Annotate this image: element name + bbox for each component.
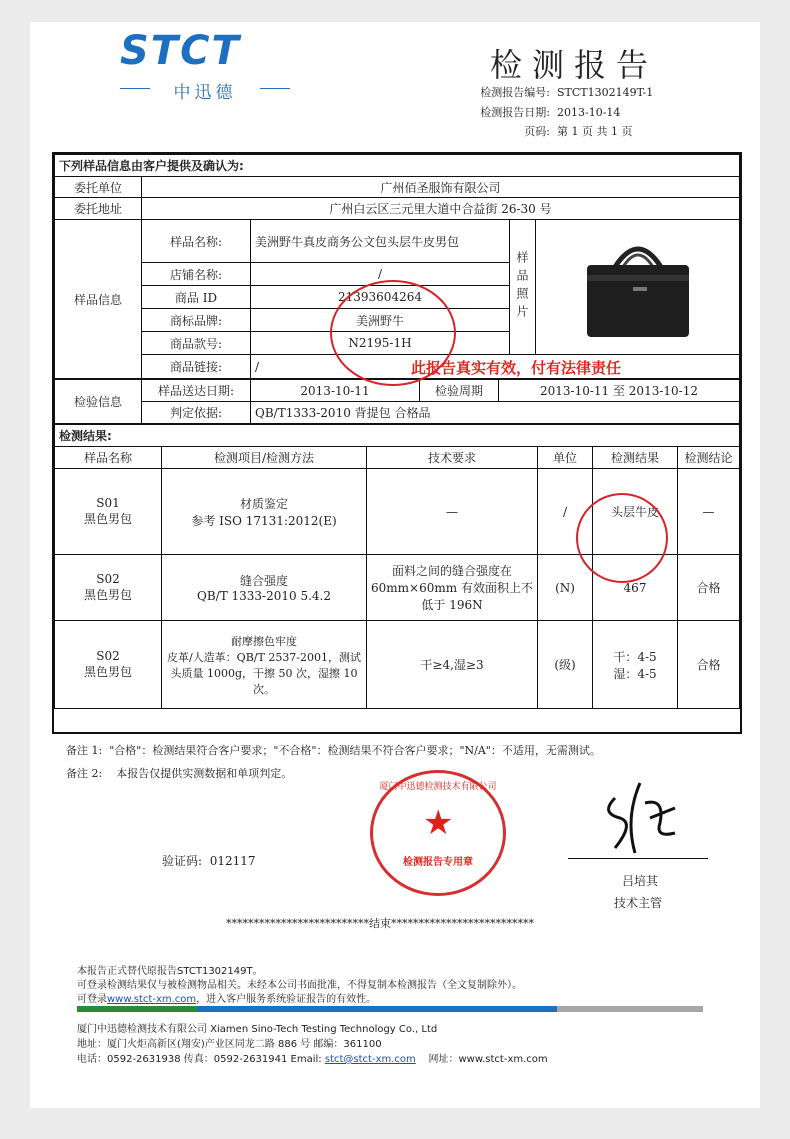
note-1: 备注 1: "合格"：检测结果符合客户要求；"不合格"：检测结果不符合客户要求；"N/A"：不适用，无需测试。 [66, 744, 601, 757]
shop-value: / [251, 263, 510, 286]
verification-code: 验证码: 012117 [162, 854, 256, 868]
row-sample: S02 黑色男包 [55, 555, 162, 621]
period-value: 2013-10-11 至 2013-10-12 [499, 380, 740, 402]
results-header: 检测结果 [593, 447, 678, 469]
address-value: 广州白云区三元里大道中合益街 26-30 号 [142, 198, 740, 220]
handwritten-signature [595, 778, 685, 858]
signer-role: 技术主管 [614, 896, 663, 910]
delivery-value: 2013-10-11 [251, 380, 420, 402]
client-label: 委托单位 [55, 177, 142, 198]
row-conclusion: 合格 [678, 621, 740, 709]
note-2: 备注 2: 本报告仅提供实测数据和单项判定。 [66, 767, 293, 780]
basis-label: 判定依据: [142, 402, 251, 424]
end-marker: **************************结束************************** [226, 917, 534, 930]
sample-photo-label: 样品照片 [510, 220, 536, 355]
delivery-label: 样品送达日期: [142, 380, 251, 402]
footer-address: 地址：厦门火炬高新区(翔安)产业区同龙二路 886 号 邮编：361100 [77, 1039, 382, 1050]
report-number-row: 检测报告编号: STCT1302149T-1 [480, 86, 654, 99]
row-result: 467 [593, 555, 678, 621]
model-value: N2195-1H [251, 332, 510, 355]
company-logo-sub: 中迅德 [120, 78, 290, 103]
footer-company: 厦门中迅德检测技术有限公司 Xiamen Sino-Tech Testing Technology Co., Ltd [77, 1024, 438, 1035]
link-label: 商品链接: [142, 355, 251, 379]
sample-info-intro: 下列样品信息由客户提供及确认为: [55, 155, 740, 177]
address-label: 委托地址 [55, 198, 142, 220]
brand-label: 商标品牌: [142, 309, 251, 332]
basis-value: QB/T1333-2010 背提包 合格品 [251, 402, 740, 424]
highlight-circle-result [576, 493, 668, 583]
results-header: 技术要求 [367, 447, 538, 469]
company-logo: STCT [120, 28, 241, 74]
footer-bar-green [77, 1006, 197, 1012]
row-requirement: 面料之间的缝合强度在60mm×60mm 有效面积上不低于 196N [367, 555, 538, 621]
inspection-group-label: 检验信息 [55, 380, 142, 424]
email-link[interactable]: stct@stct-xm.com [324, 1054, 416, 1065]
sample-name-label: 样品名称: [142, 220, 251, 263]
briefcase-photo-icon [563, 227, 713, 345]
results-title: 检测结果: [55, 425, 740, 447]
table-row [55, 621, 740, 709]
product-id-value: 21393604264 [251, 286, 510, 309]
report-page-row: 页码: 第 1 页 共 1 页 [524, 125, 633, 138]
row-unit: (N) [538, 555, 593, 621]
sample-photo [536, 220, 740, 355]
seal-company-text: 厦门中迅德检测技术有限公司 [379, 782, 497, 792]
footer-line-3: 可登录www.stct-xm.com，进入客户服务系统验证报告的有效性。 [77, 994, 377, 1005]
company-seal [370, 770, 506, 896]
highlight-circle-info [330, 280, 456, 386]
row-requirement: 干≥4,湿≥3 [367, 621, 538, 709]
row-item: 缝合强度 QB/T 1333-2010 5.4.2 [162, 555, 367, 621]
footer-bar-gray [557, 1006, 703, 1012]
sample-group-label: 样品信息 [55, 220, 142, 379]
brand-value: 美洲野牛 [251, 309, 510, 332]
footer-line-2: 可登录检测结果仅与被检测物品相关。未经本公司书面批准，不得复制本检测报告（全文复制除外）。 [77, 980, 522, 991]
shop-label: 店铺名称: [142, 263, 251, 286]
row-unit: (级) [538, 621, 593, 709]
seal-star-icon: ★ [423, 803, 454, 843]
link-value: / 此报告真实有效，付有法律责任 [251, 355, 740, 379]
row-requirement: — [367, 469, 538, 555]
client-value: 广州佰圣服饰有限公司 [142, 177, 740, 198]
results-header-row [55, 447, 740, 469]
report-date-row: 检测报告日期: 2013-10-14 [480, 106, 621, 119]
verify-link[interactable]: www.stct-xm.com [107, 994, 197, 1005]
footer-bar-blue [197, 1006, 557, 1012]
row-sample: S01 黑色男包 [55, 469, 162, 555]
results-header: 检测项目/检测方法 [162, 447, 367, 469]
row-unit: / [538, 469, 593, 555]
row-result: 干：4-5 湿：4-5 [593, 621, 678, 709]
results-header: 检测结论 [678, 447, 740, 469]
row-item: 材质鉴定 参考 ISO 17131:2012(E) [162, 469, 367, 555]
row-item: 耐摩擦色牢度 皮革/人造革：QB/T 2537-2001，测试头质量 1000g，干擦 50 次，湿擦 10 次。 [162, 621, 367, 709]
period-label: 检验周期 [420, 380, 499, 402]
footer-line-1: 本报告正式替代原报告STCT1302149T。 [77, 966, 263, 977]
sample-name-value: 美洲野牛真皮商务公文包头层牛皮男包 [251, 220, 510, 263]
row-result: 头层牛皮 [593, 469, 678, 555]
validity-stamp-text: 此报告真实有效，付有法律责任 [411, 359, 622, 377]
row-conclusion: 合格 [678, 555, 740, 621]
results-header: 单位 [538, 447, 593, 469]
signer-name: 吕培其 [622, 874, 659, 888]
product-id-label: 商品 ID [142, 286, 251, 309]
row-conclusion: — [678, 469, 740, 555]
footer-contact: 电话：0592-2631938 传真：0592-2631941 Email: stct@stct-xm.com 网址：www.stct-xm.com [77, 1054, 548, 1065]
seal-sub-text: 检测报告专用章 [403, 857, 473, 868]
signature-line [568, 858, 708, 859]
report-table-frame [52, 152, 742, 734]
row-sample: S02 黑色男包 [55, 621, 162, 709]
model-label: 商品款号: [142, 332, 251, 355]
report-title: 检测报告 [490, 46, 659, 84]
results-header: 样品名称 [55, 447, 162, 469]
